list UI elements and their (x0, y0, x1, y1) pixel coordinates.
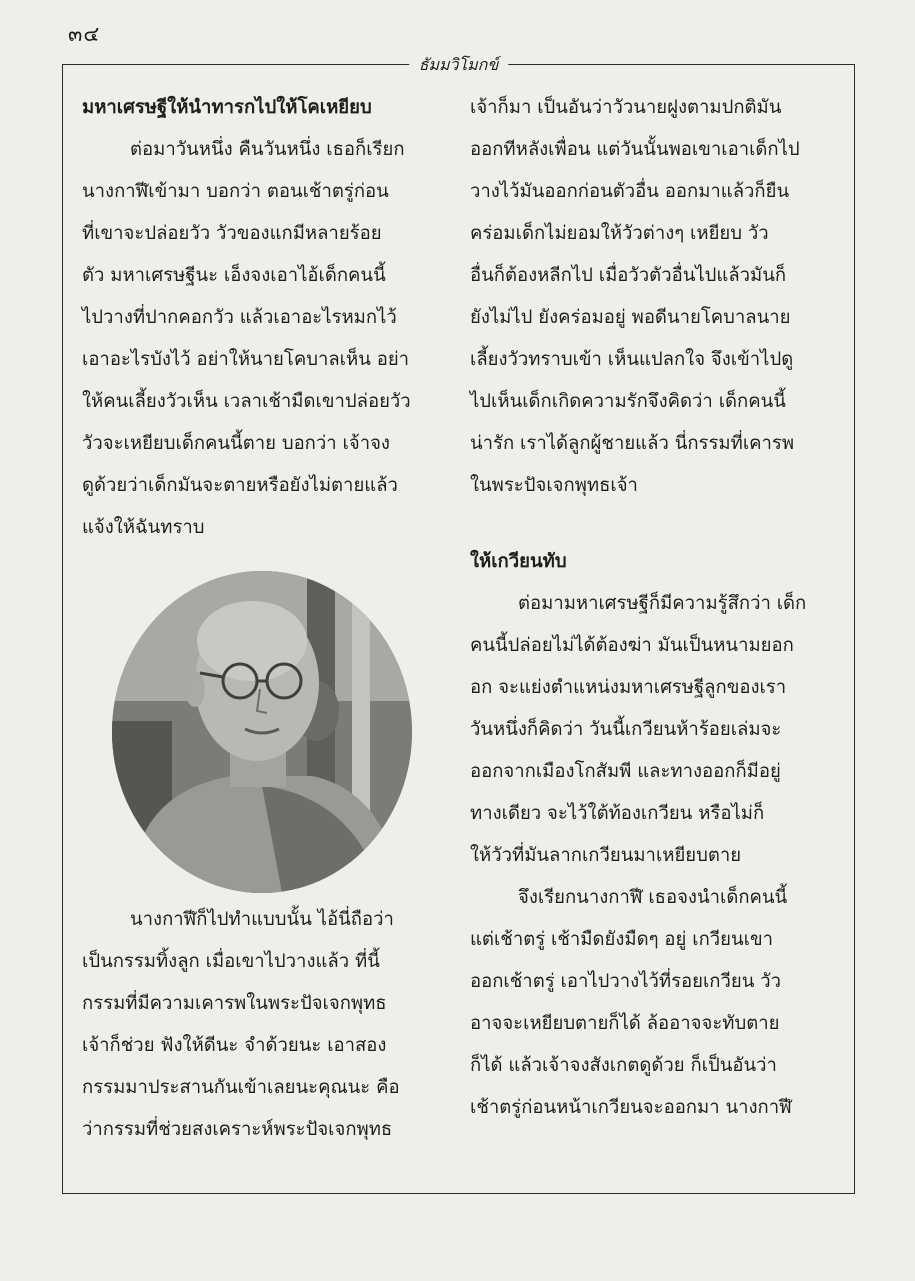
text-line: ดูด้วยว่าเด็กมันจะตายหรือยังไม่ตายแล้ว (82, 475, 398, 496)
text-line: ตัว มหาเศรษฐีนะ เอ็งจงเอาไอ้เด็กคนนี้ (82, 265, 386, 286)
text-line: ในพระปัจเจกพุทธเจ้า (470, 475, 638, 496)
right-column (470, 87, 838, 1129)
text-line: วัวจะเหยียบเด็กคนนี้ตาย บอกว่า เจ้าจง (82, 433, 390, 454)
text-line: แต่เช้าตรู่ เช้ามืดยังมืดๆ อยู่ เกวียนเขา (470, 929, 774, 950)
text-line: นางกาฬีก็ไปทำแบบนั้น ไอ้นี่ถือว่า (130, 909, 394, 930)
page-number: ๓๔ (68, 22, 101, 46)
text-line: ต่อมามหาเศรษฐีก็มีความรู้สึกว่า เด็ก (518, 593, 807, 614)
text-line: แจ้งให้ฉันทราบ (82, 517, 205, 538)
text-line: ก็ได้ แล้วเจ้าจงสังเกตดูด้วย ก็เป็นอันว่า (470, 1055, 777, 1076)
left-column (82, 87, 437, 549)
text-line: ว่ากรรมที่ช่วยสงเคราะห์พระปัจเจกพุทธ (82, 1119, 393, 1140)
text-line: อก จะแย่งตำแหน่งมหาเศรษฐีลูกของเรา (470, 677, 787, 698)
text-line: ออกเช้าตรู่ เอาไปวางไว้ที่รอยเกวียน วัว (470, 971, 782, 992)
text-line: ทางเดียว จะไว้ใต้ท้องเกวียน หรือไม่ก็ (470, 803, 765, 824)
text-line: อาจจะเหยียบตายก็ได้ ล้ออาจจะทับตาย (470, 1013, 780, 1034)
text-line: ให้วัวที่มันลากเกวียนมาเหยียบตาย (470, 845, 742, 866)
running-header: ธัมมวิโมกข์ (409, 53, 509, 78)
text-line: ออกทีหลังเพื่อน แต่วันนั้นพอเขาเอาเด็กไป (470, 139, 800, 160)
left-column-bottom (82, 899, 437, 1151)
text-line: คนนี้ปล่อยไม่ได้ต้องฆ่า มันเป็นหนามยอก (470, 635, 794, 656)
text-line: ไปเห็นเด็กเกิดความรักจึงคิดว่า เด็กคนนี้ (470, 391, 786, 412)
text-line: เอาอะไรบังไว้ อย่าให้นายโคบาลเห็น อย่า (82, 349, 410, 370)
text-line: ที่เขาจะปล่อยวัว วัวของแกมีหลายร้อย (82, 223, 382, 244)
text-line: วันหนึ่งก็คิดว่า วันนี้เกวียนห้าร้อยเล่มจะ (470, 719, 782, 740)
text-line: ออกจากเมืองโกสัมพี และทางออกก็มีอยู่ (470, 761, 781, 782)
text-line: เจ้าก็มา เป็นอันว่าวัวนายฝูงตามปกติมัน (470, 97, 782, 118)
text-line: เป็นกรรมทิ้งลูก เมื่อเขาไปวางแล้ว ที่นี้ (82, 951, 380, 972)
monk-portrait-photo (112, 571, 412, 893)
text-line: ต่อมาวันหนึ่ง คืนวันหนึ่ง เธอก็เรียก (130, 139, 405, 160)
text-line: จึงเรียกนางกาฬี เธอจงนำเด็กคนนี้ (518, 887, 788, 908)
text-line: เจ้าก็ช่วย ฟังให้ดีนะ จำด้วยนะ เอาสอง (82, 1035, 387, 1056)
section-gap (470, 507, 838, 541)
text-line: เลี้ยงวัวทราบเข้า เห็นแปลกใจ จึงเข้าไปดู (470, 349, 794, 370)
text-line: ให้คนเลี้ยงวัวเห็น เวลาเช้ามืดเขาปล่อยวัว (82, 391, 411, 412)
text-line: คร่อมเด็กไม่ยอมให้วัวต่างๆ เหยียบ วัว (470, 223, 769, 244)
text-line: กรรมที่มีความเคารพในพระปัจเจกพุทธ (82, 993, 387, 1014)
text-line: นางกาฬีเข้ามา บอกว่า ตอนเช้าตรู่ก่อน (82, 181, 389, 202)
text-line: น่ารัก เราได้ลูกผู้ชายแล้ว นี่กรรมที่เคารพ (470, 433, 795, 454)
text-line: วางไว้มันออกก่อนตัวอื่น ออกมาแล้วก็ยืน (470, 181, 790, 202)
monk-portrait-image (112, 571, 412, 893)
section-heading-elder-orders: มหาเศรษฐีให้นำทารกไปให้โคเหยียบ (82, 97, 372, 118)
text-line: ยังไม่ไป ยังคร่อมอยู่ พอดีนายโคบาลนาย (470, 307, 791, 328)
section-heading-cart-crush: ให้เกวียนทับ (470, 551, 567, 572)
text-line: อื่นก็ต้องหลีกไป เมื่อวัวตัวอื่นไปแล้วมันก็ (470, 265, 787, 286)
text-line: กรรมมาประสานกันเข้าเลยนะคุณนะ คือ (82, 1077, 400, 1098)
text-line: ไปวางที่ปากคอกวัว แล้วเอาอะไรหมกไว้ (82, 307, 397, 328)
text-line: เช้าตรู่ก่อนหน้าเกวียนจะออกมา นางกาฬี (470, 1097, 792, 1118)
page-frame (62, 55, 855, 1194)
